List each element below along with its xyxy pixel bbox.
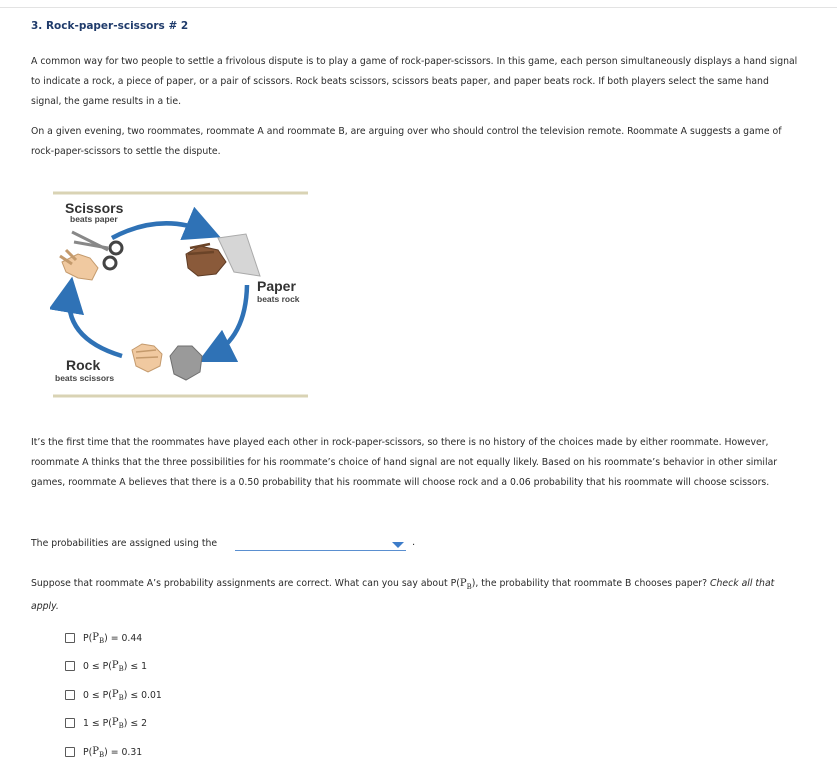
check-question-mid: ), the probability that roommate B chooses paper? xyxy=(471,578,711,589)
option-text-pre: P( xyxy=(83,632,93,644)
option-symbol: $P_B$ xyxy=(111,688,124,702)
option-text-post: ) ≤ 0.01 xyxy=(123,689,162,701)
rock-label: Rock xyxy=(66,357,101,373)
check-question-pre: Suppose that roommate A’s probability assignments are correct. What can you say about P( xyxy=(31,578,460,589)
option-symbol: $P_B$ xyxy=(92,745,105,759)
option-text-pre: 0 ≤ P( xyxy=(83,660,112,672)
option-symbol: $P_B$ xyxy=(92,631,105,645)
option-row[interactable] xyxy=(65,631,142,645)
arrow-rock-to-scissors xyxy=(69,290,122,356)
option-text-pre: 0 ≤ P( xyxy=(83,689,112,701)
top-divider xyxy=(0,7,837,8)
option-checkbox[interactable] xyxy=(65,690,75,700)
probability-method-dropdown[interactable] xyxy=(235,538,406,551)
intro-paragraph-3: It’s the first time that the roommates have played each other in rock-paper-scissors, so there is no history of the choices made by either roommate. However, roommate A thinks that the three possibilities for his roommate’s choice of hand signal are not equally likely. Based on his roommate’s behavior in other similar games, roommate A believes that there is a 0.50 probability that his roommate will choose rock and a 0.06 probability that his roommate will choose scissors. xyxy=(31,437,778,488)
intro-paragraph-1: A common way for two people to settle a frivolous dispute is to play a game of rock-paper-scissors. In this game, each person simultaneously displays a hand signal to indicate a rock, a piece of paper, or a pair of scissors. Rock beats scissors, scissors beats paper, and paper beats rock. If both players select the same hand signal, the game results in a tie. xyxy=(31,56,798,107)
option-row[interactable] xyxy=(65,659,147,673)
question-title: 3. Rock-paper-scissors # 2 xyxy=(31,20,189,32)
option-text-post: ) ≤ 2 xyxy=(123,717,147,729)
option-symbol: $P_B$ xyxy=(111,659,124,673)
paper-sublabel: beats rock xyxy=(257,294,300,304)
dropdown-prompt: The probabilities are assigned using the xyxy=(31,538,218,549)
option-checkbox[interactable] xyxy=(65,633,75,643)
rock-paper-scissors-diagram xyxy=(50,190,312,402)
option-checkbox[interactable] xyxy=(65,661,75,671)
arrow-scissors-to-paper xyxy=(112,223,208,238)
option-row[interactable] xyxy=(65,716,147,730)
option-text-pre: 1 ≤ P( xyxy=(83,717,112,729)
probability-symbol: $P_B$ xyxy=(459,578,472,591)
scissors-sublabel: beats paper xyxy=(70,214,118,224)
intro-paragraph-2: On a given evening, two roommates, roommate A and roommate B, are arguing over who should control the television remote. Roommate A suggests a game of rock-paper-scissors to settle the dispute. xyxy=(31,126,782,157)
option-text-post: ) = 0.44 xyxy=(104,632,143,644)
option-checkbox[interactable] xyxy=(65,718,75,728)
paper-hand-icon xyxy=(186,234,260,276)
option-text-post: ) = 0.31 xyxy=(104,746,143,758)
scissors-label: Scissors xyxy=(65,200,124,216)
rock-hand-icon xyxy=(132,344,202,380)
option-checkbox[interactable] xyxy=(65,747,75,757)
dropdown-suffix: . xyxy=(412,537,416,548)
rock-sublabel: beats scissors xyxy=(55,373,115,383)
option-text-post: ) ≤ 1 xyxy=(123,660,147,672)
check-question-text xyxy=(31,574,801,617)
option-symbol: $P_B$ xyxy=(111,716,124,730)
paper-label: Paper xyxy=(257,278,296,294)
option-row[interactable] xyxy=(65,688,162,702)
option-text-pre: P( xyxy=(83,746,93,758)
arrow-paper-to-rock xyxy=(210,285,247,356)
chevron-down-icon xyxy=(392,542,404,548)
option-row[interactable] xyxy=(65,745,142,759)
check-instruction: Check all that apply. xyxy=(31,578,775,612)
